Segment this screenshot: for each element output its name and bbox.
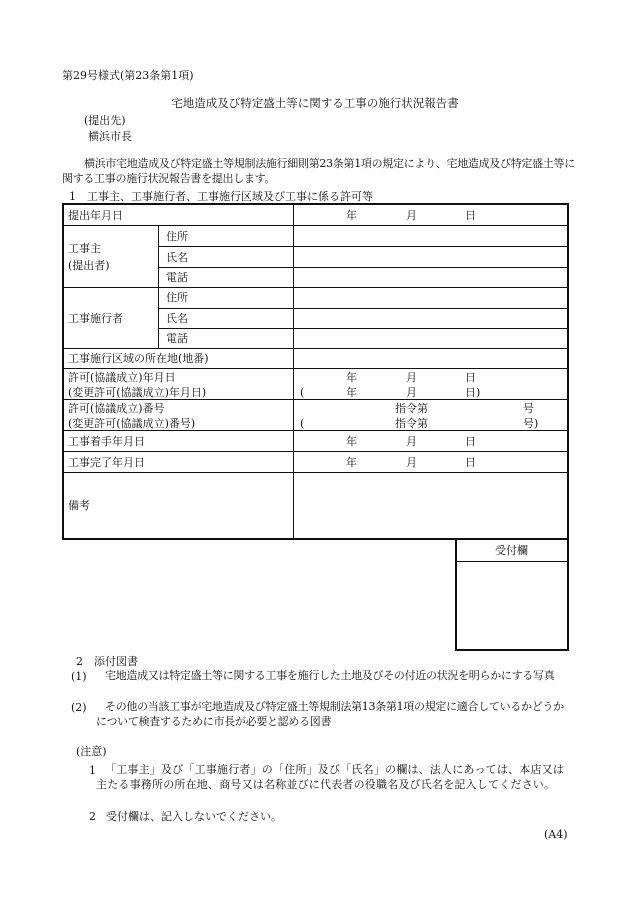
- note-1-number: 1: [89, 764, 96, 777]
- page-title: 宅地造成及び特定盛土等に関する工事の施行状況報告書: [171, 96, 459, 110]
- designation-prefix: 指令第: [395, 417, 428, 430]
- submission-date-label: 提出年月日: [68, 209, 123, 222]
- owner-address-field[interactable]: [294, 226, 567, 246]
- note-1-text: 「工事主」及び「工事施行者」の「住所」及び「氏名」の欄は、法人にあっては、本店又は主たる事務所の所在地、商号又は名称並びに代表者の役職名及び氏名を記入してください。: [96, 763, 565, 791]
- month-unit: 月: [406, 456, 417, 469]
- reception-label: 受付欄: [495, 544, 528, 557]
- year-unit: 年: [346, 435, 357, 448]
- attachment-2-number: (2): [71, 701, 87, 714]
- paper-size: (A4): [544, 828, 568, 841]
- owner-address-label: 住所: [166, 230, 188, 243]
- day-unit: 日: [465, 456, 476, 469]
- permit-number-sublabel: (変更許可(協議成立)番号): [68, 417, 196, 430]
- site-location-label: 工事施行区域の所在地(地番): [68, 352, 209, 365]
- day-unit-close: 日): [465, 386, 481, 399]
- contractor-label: 工事施行者: [68, 312, 123, 325]
- contractor-address-field[interactable]: [294, 288, 567, 308]
- completion-date-value[interactable]: [294, 452, 567, 472]
- table-border-left: [62, 203, 64, 540]
- month-unit: 月: [406, 435, 417, 448]
- year-unit: 年: [346, 371, 357, 384]
- attachment-2-text: その他の当該工事が宅地造成及び特定盛土等規制法第13条第1項の規定に適合しているかどうかについて検査するために市長が必要と認める図書: [96, 700, 564, 728]
- recipient-label: (提出先): [84, 114, 126, 127]
- month-unit: 月: [406, 371, 417, 384]
- owner-name-label: 氏名: [166, 251, 188, 264]
- completion-date-label: 工事完了年月日: [68, 456, 145, 469]
- note-2-number: 2: [89, 810, 96, 823]
- reception-border-right: [567, 539, 569, 651]
- year-unit: 年: [346, 456, 357, 469]
- contractor-name-label: 氏名: [166, 312, 188, 325]
- contractor-name-field[interactable]: [294, 309, 567, 328]
- open-paren: (: [300, 417, 305, 430]
- notes-heading: (注意): [76, 745, 107, 758]
- table-border-right: [567, 203, 569, 540]
- number-suffix: 号: [523, 402, 534, 415]
- section1-heading: 1 工事主、工事施行者、工事施行区域及び工事に係る許可等: [69, 190, 373, 203]
- permit-date-sublabel: (変更許可(協議成立)年月日): [68, 386, 207, 399]
- attachment-1-text: 宅地造成又は特定盛土等に関する工事を施行した土地及びその付近の状況を明らかにする写真: [105, 669, 555, 682]
- contractor-phone-field[interactable]: [294, 329, 567, 348]
- day-unit: 日: [465, 435, 476, 448]
- year-unit: 年: [346, 209, 357, 222]
- day-unit: 日: [465, 209, 476, 222]
- table-border-bottom: [62, 538, 569, 540]
- month-unit: 月: [406, 386, 417, 399]
- recipient-name: 横浜市長: [88, 130, 132, 143]
- owner-name-field[interactable]: [294, 247, 567, 267]
- attachment-1-number: (1): [71, 670, 87, 683]
- permit-date-value[interactable]: [294, 369, 567, 399]
- permit-number-value[interactable]: [294, 400, 567, 430]
- remarks-field[interactable]: [294, 473, 567, 538]
- column-divider: [158, 226, 159, 348]
- start-date-label: 工事着手年月日: [68, 435, 145, 448]
- reception-border-bottom: [455, 649, 569, 651]
- form-number: 第29号様式(第23条第1項): [62, 69, 194, 82]
- designation-prefix: 指令第: [395, 402, 428, 415]
- owner-phone-field[interactable]: [294, 268, 567, 287]
- intro-paragraph: 横浜市宅地造成及び特定盛土等規制法施行細則第23条第1項の規定により、宅地造成及び特定盛土等に関する工事の施行状況報告書を提出します。: [62, 157, 575, 185]
- note-2-text: 受付欄は、記入しないでください。: [106, 810, 282, 823]
- start-date-value[interactable]: [294, 431, 567, 451]
- submission-date-value[interactable]: [294, 204, 567, 225]
- permit-number-label: 許可(協議成立)番号: [68, 402, 165, 415]
- site-location-field[interactable]: [294, 349, 567, 368]
- remarks-label: 備考: [68, 499, 90, 512]
- owner-phone-label: 電話: [166, 271, 188, 284]
- contractor-phone-label: 電話: [166, 332, 188, 345]
- year-unit: 年: [346, 386, 357, 399]
- owner-sublabel: (提出者): [68, 259, 110, 272]
- section2-heading: 2 添付図書: [76, 655, 138, 668]
- owner-label: 工事主: [68, 242, 101, 255]
- permit-date-label: 許可(協議成立)年月日: [68, 371, 176, 384]
- month-unit: 月: [406, 209, 417, 222]
- contractor-address-label: 住所: [166, 291, 188, 304]
- reception-field: [457, 562, 567, 649]
- day-unit: 日: [465, 371, 476, 384]
- open-paren: (: [300, 386, 305, 399]
- number-suffix-close: 号): [523, 417, 539, 430]
